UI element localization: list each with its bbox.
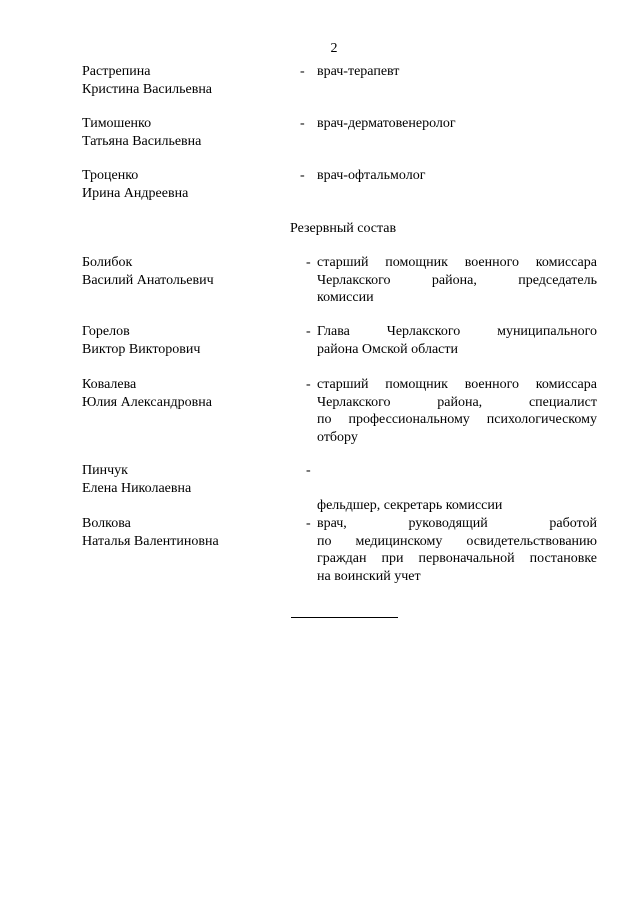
- member-given-name: Елена Николаевна: [82, 480, 192, 496]
- member-given-name: Наталья Валентиновна: [82, 533, 219, 549]
- closing-rule: [291, 617, 398, 618]
- member-given-name: Татьяна Васильевна: [82, 133, 202, 149]
- role-line: врач-офтальмолог: [317, 168, 426, 183]
- dash-separator: -: [300, 168, 305, 183]
- member-surname: Болибок: [82, 255, 133, 270]
- member-name: [82, 115, 282, 150]
- member-surname: Волкова: [82, 516, 131, 531]
- member-role: [317, 376, 597, 446]
- dash-separator: -: [306, 377, 311, 392]
- member-surname: Троценко: [82, 168, 139, 183]
- member-surname: Ковалева: [82, 377, 137, 392]
- role-line: Черлакского района, специалист: [317, 394, 597, 410]
- member-given-name: Юлия Александровна: [82, 394, 212, 410]
- role-line: старший помощник военного комиссара: [317, 377, 597, 392]
- role-line: Глава Черлакского муниципального: [317, 324, 597, 339]
- member-name: [82, 376, 282, 411]
- dash-separator: -: [306, 463, 311, 478]
- member-role: [317, 515, 597, 585]
- role-line: отбору: [317, 429, 358, 445]
- member-name: [82, 462, 282, 497]
- member-role: [317, 323, 597, 358]
- member-role: [317, 167, 597, 185]
- reserve-section-title: Резервный состав: [290, 221, 397, 236]
- member-role: [317, 254, 597, 307]
- member-name: [82, 63, 282, 98]
- member-surname: Пинчук: [82, 463, 128, 478]
- role-line: комиссии: [317, 290, 374, 305]
- dash-separator: -: [306, 516, 311, 531]
- dash-separator: -: [300, 116, 305, 131]
- member-given-name: Виктор Викторович: [82, 341, 201, 357]
- role-line: врач-дерматовенеролог: [317, 116, 456, 131]
- role-line: по медицинскому освидетельствованию: [317, 533, 597, 549]
- member-surname: Тимошенко: [82, 116, 152, 131]
- member-name: [82, 323, 282, 358]
- member-surname: Растрепина: [82, 64, 151, 79]
- role-line: на воинский учет: [317, 568, 421, 584]
- role-line: старший помощник военного комиссара: [317, 255, 597, 270]
- member-given-name: Ирина Андреевна: [82, 185, 189, 201]
- member-name: [82, 515, 282, 550]
- member-role: [317, 115, 597, 133]
- role-line: граждан при первоначальной постановке: [317, 551, 597, 566]
- dash-separator: -: [300, 64, 305, 79]
- role-line: фельдшер, секретарь комиссии: [317, 498, 503, 513]
- member-surname: Горелов: [82, 324, 130, 339]
- role-line: врач-терапевт: [317, 64, 400, 79]
- page-number: 2: [330, 41, 338, 56]
- role-line: Черлакского района, председатель: [317, 272, 597, 288]
- member-role: [317, 63, 597, 81]
- dash-separator: -: [306, 255, 311, 270]
- role-line: по профессиональному психологическому: [317, 412, 597, 427]
- role-line: района Омской области: [317, 341, 458, 357]
- role-line: врач, руководящий работой: [317, 516, 597, 531]
- member-given-name: Кристина Васильевна: [82, 81, 213, 97]
- member-name: [82, 254, 282, 289]
- dash-separator: -: [306, 324, 311, 339]
- member-given-name: Василий Анатольевич: [82, 272, 214, 288]
- member-name: [82, 167, 282, 202]
